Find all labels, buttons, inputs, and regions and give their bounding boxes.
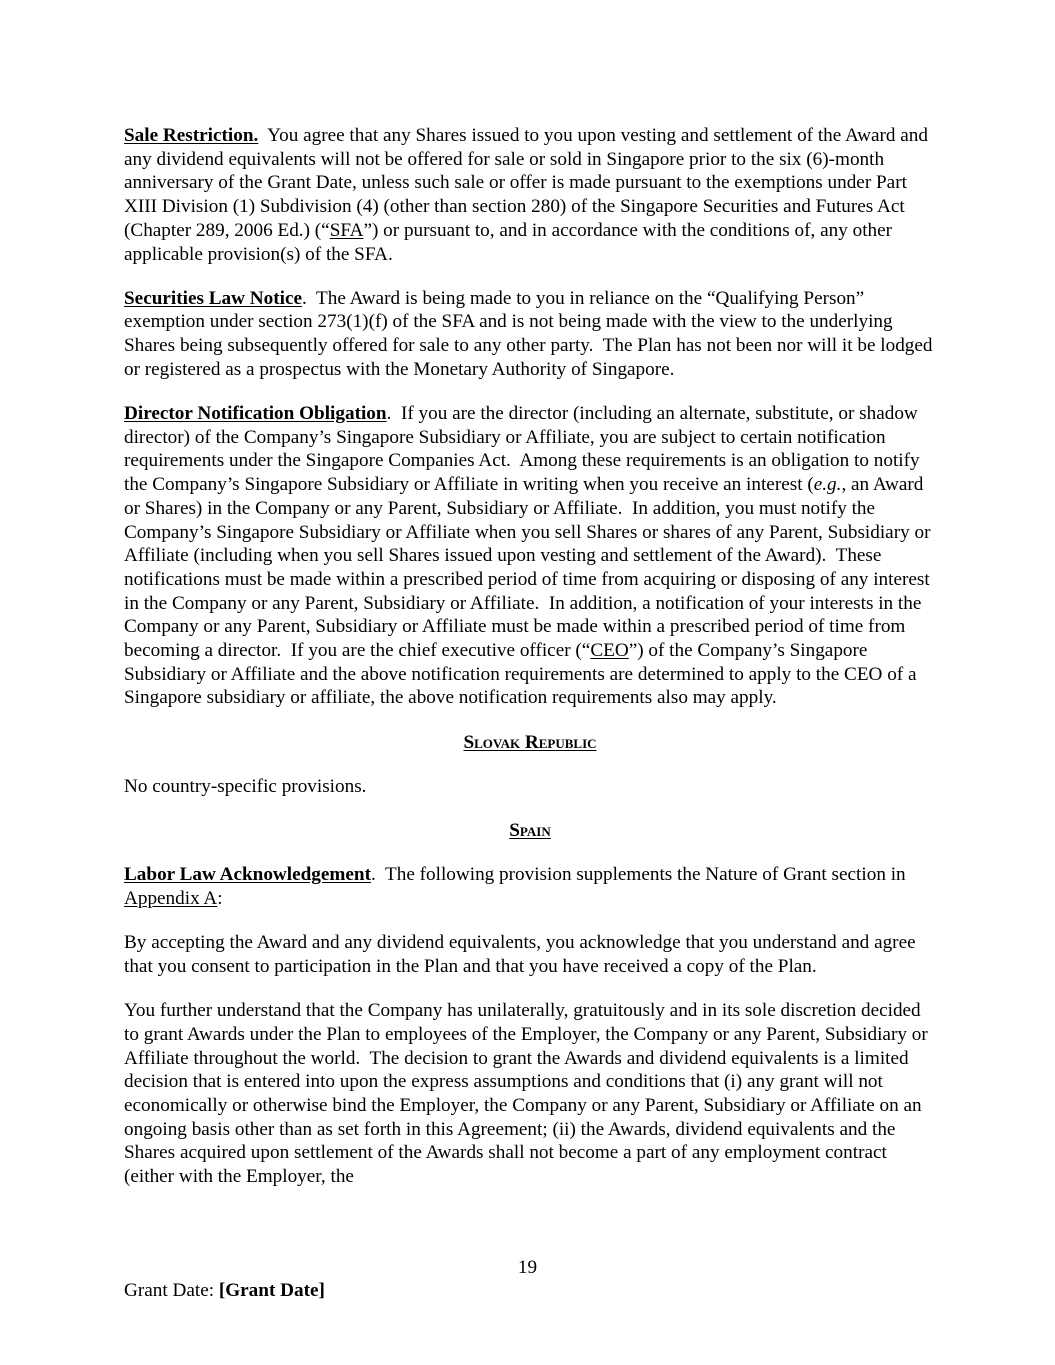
ceo-defined-term: CEO	[590, 640, 629, 662]
spain-further-understanding-paragraph: You further understand that the Company has unilaterally, gratuitously and in its sole discretion decided to grant Awards under the Plan to employees of the Employer, the Company or any Parent, Subsidiary or Affiliate throughout the world. The decision to grant the Awards and dividend equivalents is a limited decision that is entered into upon the express assumptions and conditions that (i) any grant will not economically or otherwise bind the Employer, the Company or any Parent, Subsidiary or Affiliate on an ongoing basis other than as set forth in this Agreement; (ii) the Awards, dividend equivalents and the Shares acquired upon settlement of the Awards shall not become a part of any employment contract (either with the Employer, the	[124, 1000, 932, 1188]
director-notification-text: . If you are the director (including an alternate, substitute, or shadow director) of the Company’s Singapore Subsidiary or Affiliate, you are subject to certain notification requirements under the Singapore Companies Act. Among these requirements is an obligation to notify the Company’s Singapore Subsidiary or Affiliate in writing when you receive an interest (	[124, 403, 925, 496]
director-notification-paragraph	[124, 402, 936, 710]
director-notification-heading: Director Notification Obligation	[124, 403, 387, 425]
labor-law-paragraph	[124, 863, 936, 910]
slovak-republic-text: No country-specific provisions.	[124, 775, 367, 797]
director-notification-text-2: , an Award or Shares) in the Company or any Parent, Subsidiary or Affiliate. In addition, you must notify the Company’s Singapore Subsidiary or Affiliate when you sell Shares or shares of any Parent, Subsidiary or Affiliate (including when you sell Shares issued upon vesting and settlement of the Award). These notifications must be made within a prescribed period of time from acquiring or disposing of any interest in the Company or any Parent, Subsidiary or Affiliate. In addition, a notification of your interests in the Company or any Parent, Subsidiary or Affiliate must be made within a prescribed period of time from becoming a director. If you are the chief executive officer (“	[124, 474, 935, 662]
securities-law-notice-heading: Securities Law Notice	[124, 287, 302, 309]
appendix-a-link[interactable]: Appendix A	[124, 887, 218, 909]
sale-restriction-heading: Sale Restriction.	[124, 125, 259, 146]
sfa-defined-term: SFA	[329, 219, 364, 241]
eg-italic: e.g.	[813, 474, 842, 496]
sale-restriction-text-end: ”) or pursuant to, and in accordance with the conditions of, any other applicable provision(s) of the SFA.	[124, 219, 893, 265]
spain-acceptance-paragraph: By accepting the Award and any dividend equivalents, you acknowledge that you understand and agree that you consent to participation in the Plan and that you have received a copy of the Plan.	[124, 932, 921, 977]
director-notification-text-3: ”) of the Company’s Singapore Subsidiary or Affiliate and the above notification requirements are determined to apply to the CEO of a Singapore subsidiary or affiliate, the above notification requirements also may apply.	[124, 640, 917, 709]
labor-law-text: . The following provision supplements the Nature of Grant section in	[370, 864, 910, 886]
document-page	[124, 124, 936, 1209]
grant-date-label: Grant Date:	[124, 1280, 219, 1301]
sale-restriction-text: You agree that any Shares issued to you upon vesting and settlement of the Award and any dividend equivalents will not be offered for sale or sold in Singapore prior to the six (6)-month anniversary of the Grant Date, unless such sale or offer is made pursuant to the exemptions under Part XIII Division (1) Subdivision (4) (other than section 280) of the Singapore Securities and Futures Act (Chapter 289, 2006 Ed.) (“	[124, 125, 933, 241]
labor-law-text-end: :	[217, 887, 223, 909]
labor-law-heading: Labor Law Acknowledgement	[124, 864, 371, 886]
sale-restriction-paragraph	[124, 124, 936, 266]
securities-law-notice-paragraph	[124, 287, 936, 382]
securities-law-notice-text: . The Award is being made to you in reliance on the “Qualifying Person” exemption under section 273(1)(f) of the SFA and is not being made with the view to the underlying Shares being subsequently offered for sale to any other party. The Plan has not been nor will it be lodged or registered as a prospectus with the Monetary Authority of Singapore.	[124, 287, 938, 380]
page-number: 19	[517, 1257, 538, 1278]
grant-date-footer	[124, 1280, 325, 1302]
spain-heading: Spain	[509, 820, 551, 842]
grant-date-value: [Grant Date]	[218, 1280, 325, 1301]
slovak-republic-heading: Slovak Republic	[463, 731, 597, 753]
